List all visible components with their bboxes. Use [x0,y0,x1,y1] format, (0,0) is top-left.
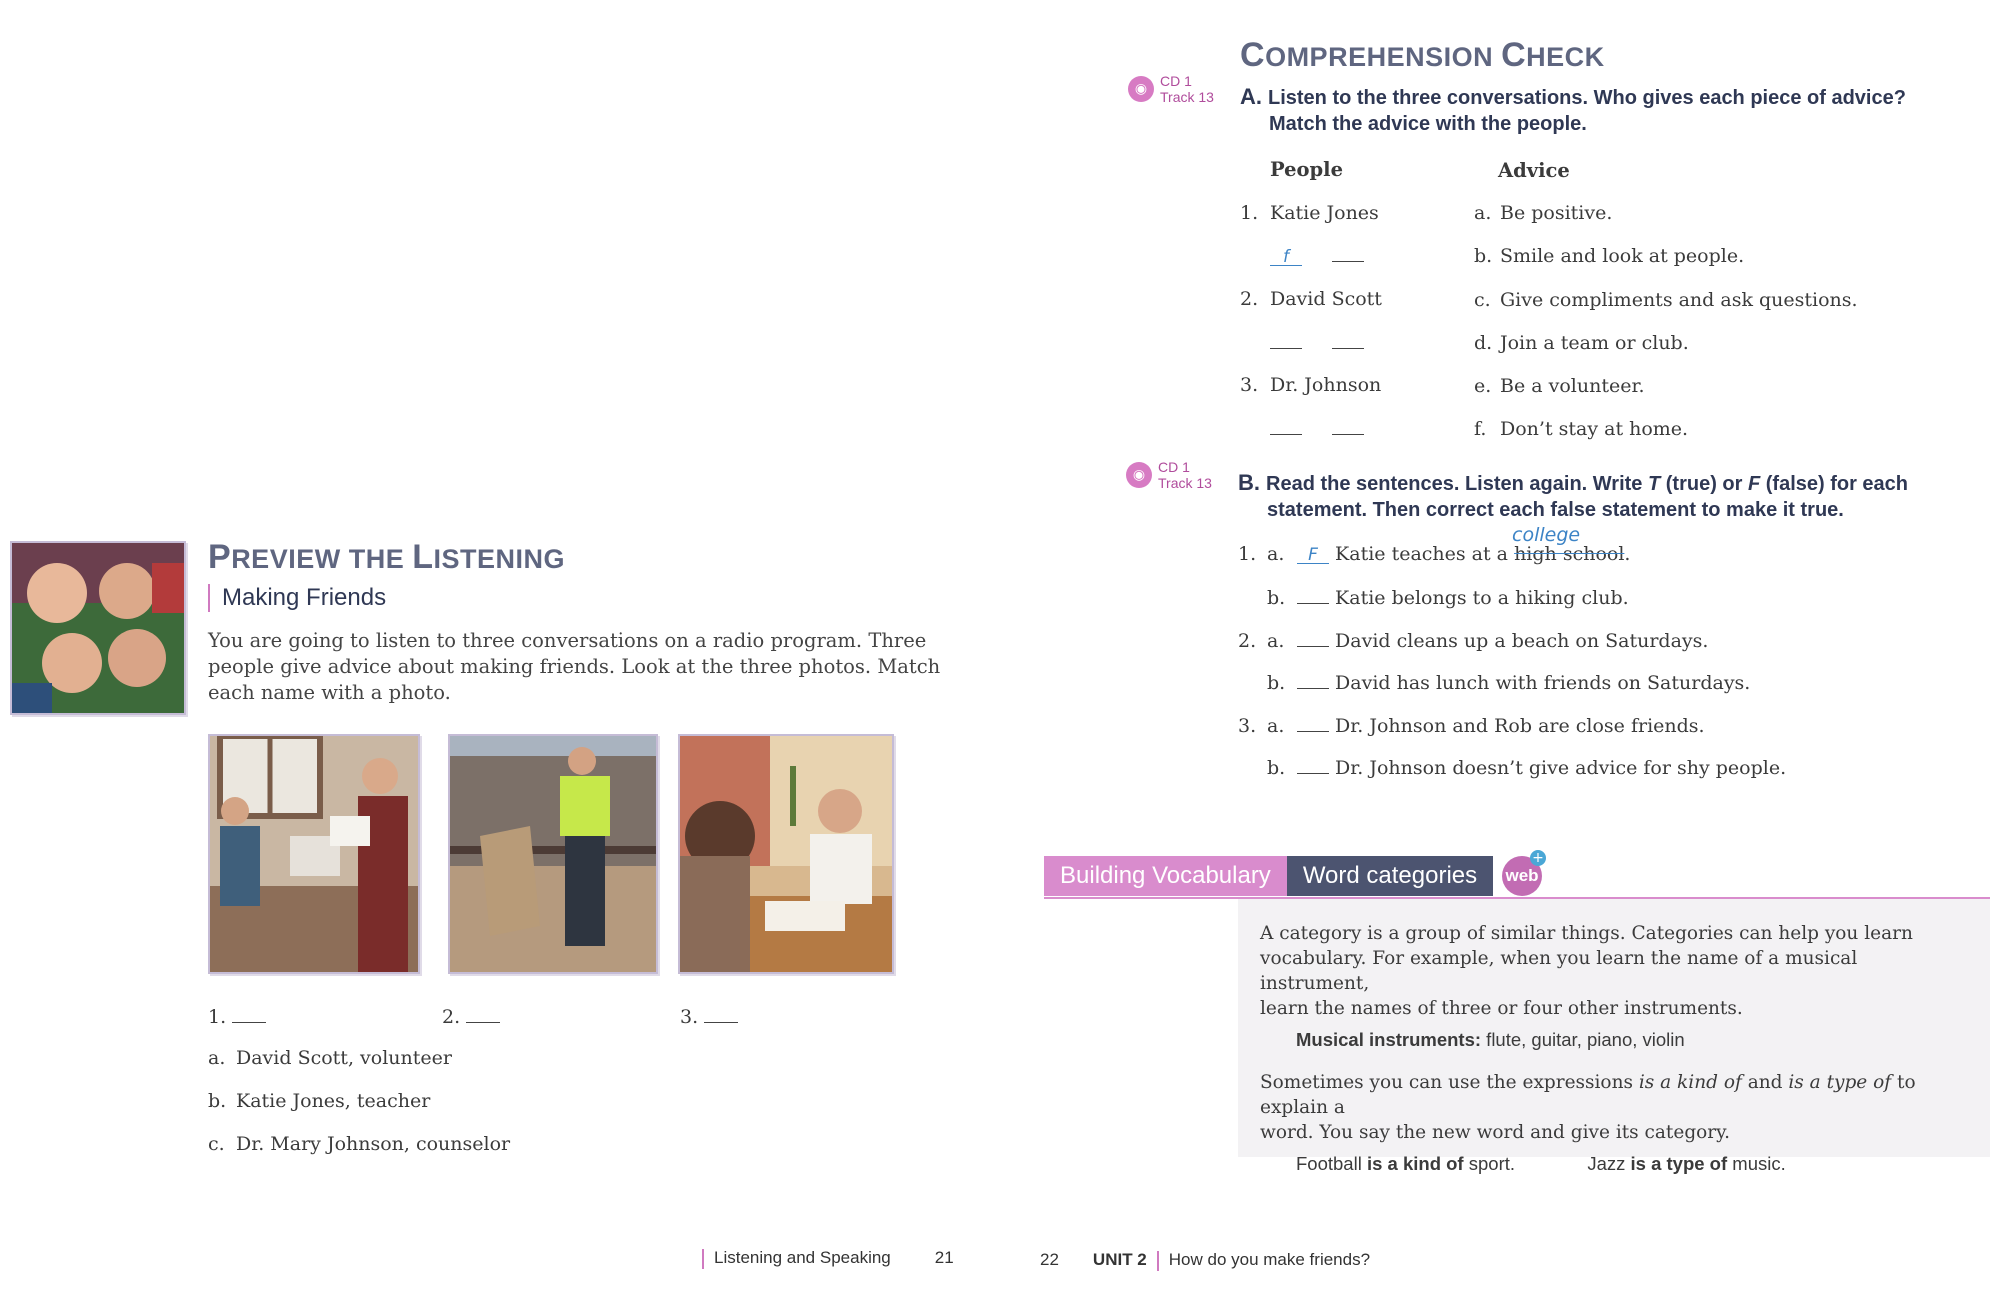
statement-2b: b. David has lunch with friends on Saturdays. [1267,672,1751,694]
answer-blank[interactable] [704,1004,738,1023]
photo-label-1: 1. [208,1004,266,1028]
advice-b: b. Smile and look at people. [1474,245,1745,267]
answer-blank[interactable] [1332,330,1364,349]
answer-blank[interactable] [466,1004,500,1023]
left-footer: Listening and Speaking 21 [692,1248,954,1269]
answer-blank[interactable] [1297,755,1329,774]
photo-counselor [678,734,894,974]
advice-f: f. Don’t stay at home. [1474,418,1689,440]
answer-blank[interactable] [1332,243,1364,262]
person-3-answers [1270,416,1364,440]
photo-label-3: 3. [680,1004,738,1028]
person-1-answers [1270,243,1364,267]
people-header: People [1270,158,1344,181]
person-2-answers [1270,330,1364,354]
answer-blank[interactable]: f [1270,247,1302,266]
photo-label-2: 2. [442,1004,500,1028]
answer-blank[interactable] [1297,628,1329,647]
friends-photo [10,541,186,715]
answer-blank[interactable] [1297,585,1329,604]
advice-e: e. Be a volunteer. [1474,375,1645,397]
preview-paragraph: You are going to listen to three conversations on a radio program. Three people give advice about making friends. Look at the three photos. Match each name with a photo. [208,629,941,704]
answer-blank[interactable] [1297,713,1329,732]
audio-icon[interactable]: ◉ [1128,76,1154,102]
person-3: 3. Dr. Johnson [1240,374,1382,396]
statement-1a: 1. a. F Katie teaches at a high school. [1238,543,1631,565]
answer-blank[interactable] [1270,416,1302,435]
web-plus-icon: + [1530,850,1546,866]
handwritten-correction: college [1512,524,1581,546]
advice-c: c. Give compliments and ask questions. [1474,289,1858,311]
vocab-label: Building Vocabulary [1044,856,1287,896]
person-1: 1. Katie Jones [1240,202,1379,224]
answer-blank[interactable] [1297,670,1329,689]
statement-3b: b. Dr. Johnson doesn’t give advice for shy people. [1267,757,1787,779]
cd-track-b[interactable]: ◉ CD 1 Track 13 [1126,459,1212,491]
option-c: c. Dr. Mary Johnson, counselor [208,1133,511,1155]
subtitle: Making Friends [222,584,387,611]
answer-blank[interactable]: F [1297,545,1329,564]
answer-blank[interactable] [1332,416,1364,435]
vocab-box: A category is a group of similar things. Categories can help you learn vocabulary. For example, when you learn the name of a musical instrument, learn the names of three or four other instruments. Musical instruments: flute, guitar, piano, violin Sometimes you can use the expressions is a kind of and is a type of to explain a word. You say the new word and give its category. Football is a kind of sport. Jazz is a type of music. [1238,899,1990,1157]
footer-divider [1157,1251,1159,1271]
cd-track-a[interactable]: ◉ CD 1 Track 13 [1128,73,1214,105]
preview-heading: PREVIEW THE LISTENING [208,538,565,576]
person-2: 2. David Scott [1240,288,1382,310]
statement-3a: 3. a. Dr. Johnson and Rob are close friends. [1238,715,1705,737]
web-badge[interactable]: web [1502,856,1542,896]
advice-header: Advice [1498,159,1570,182]
statement-2a: 2. a. David cleans up a beach on Saturdays. [1238,630,1709,652]
vocab-banner [1044,856,1493,896]
photo-volunteer [448,734,658,974]
advice-a: a. Be positive. [1474,202,1613,224]
audio-icon[interactable]: ◉ [1126,462,1152,488]
answer-blank[interactable] [232,1004,266,1023]
part-b-instructions: B. Read the sentences. Listen again. Write T (true) or F (false) for each statement. Then correct each false statement to make it true. [1238,470,1909,521]
footer-divider [702,1249,704,1269]
statement-1b: b. Katie belongs to a hiking club. [1267,587,1629,609]
vocab-topic: Word categories [1287,856,1493,896]
comprehension-heading: COMPREHENSION CHECK [1240,36,1605,74]
right-footer: 22 UNIT 2 How do you make friends? [1040,1250,1371,1269]
answer-blank[interactable] [1270,330,1302,349]
part-a-instructions: A. Listen to the three conversations. Who gives each piece of advice? Match the advice with the people. [1240,84,1906,135]
subtitle-bar [208,584,210,612]
advice-d: d. Join a team or club. [1474,332,1689,354]
option-a: a. David Scott, volunteer [208,1047,452,1069]
option-b: b. Katie Jones, teacher [208,1090,431,1112]
photo-classroom [208,734,420,974]
